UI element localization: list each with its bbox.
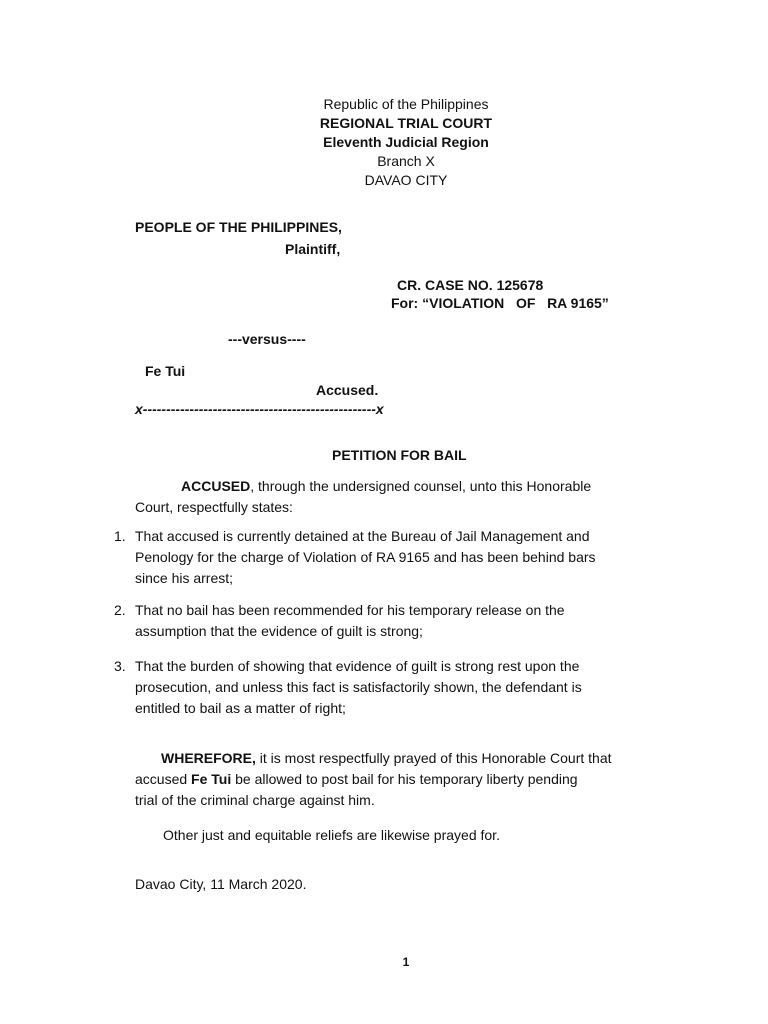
prayer-word: him. <box>348 792 375 808</box>
case-for: For: “VIOLATION OF RA 9165” <box>391 295 609 311</box>
date-year: 2020. <box>271 876 307 892</box>
caption-separator: x--------------------------------------------------x <box>135 401 384 417</box>
prayer-line-1-rest: it is most respectfully prayed of this Honorable Court that <box>255 750 612 766</box>
heading-region: Eleventh Judicial Region <box>323 134 489 150</box>
intro-paragraph <box>135 476 677 518</box>
prayer-word: the <box>177 792 197 808</box>
prayer-line-2 <box>135 769 677 790</box>
intro-lead: ACCUSED <box>181 478 251 494</box>
plaintiff-role: Plaintiff, <box>285 241 341 257</box>
prayer-line-2-rest: be allowed to post bail for his temporary liberty pending <box>231 771 578 787</box>
prayer-line-2-pre: accused <box>135 771 192 787</box>
heading-branch: Branch X <box>377 153 435 169</box>
item-2 <box>135 600 677 642</box>
intro-rest: , through the undersigned counsel, unto this Honorable <box>250 478 592 494</box>
item-1-line-2: Penology for the charge of Violation of RA 9165 and has been behind bars <box>135 549 596 565</box>
accused-role: Accused. <box>316 382 379 398</box>
prayer-word: criminal <box>200 792 249 808</box>
item-3 <box>135 656 677 719</box>
prayer-word: of <box>161 792 174 808</box>
item-1 <box>135 526 677 589</box>
item-3-line-3: entitled to bail as a matter of right; <box>135 700 346 716</box>
versus-label: ---versus---- <box>228 331 306 347</box>
prayer-word: against <box>299 792 345 808</box>
prayer-lead: WHEREFORE, <box>161 750 256 766</box>
item-1-line-1: That accused is currently detained at the Bureau of Jail Management and <box>135 528 590 544</box>
heading-city: DAVAO CITY <box>364 172 448 188</box>
date-line <box>135 875 306 894</box>
item-2-line-2: assumption that the evidence of guilt is strong; <box>135 623 423 639</box>
prayer-word: trial <box>135 792 158 808</box>
document-title: PETITION FOR BAIL <box>332 447 467 463</box>
prayer-line-3 <box>135 790 677 811</box>
prayer-word: charge <box>252 792 296 808</box>
intro-line-1 <box>135 476 677 497</box>
page-number: 1 <box>402 955 410 969</box>
heading-court: REGIONAL TRIAL COURT <box>319 115 493 131</box>
heading-republic: Republic of the Philippines <box>323 96 489 112</box>
prayer-accused-name: Fe Tui <box>191 771 232 787</box>
item-3-line-1: That the burden of showing that evidence of guilt is strong rest upon the <box>135 658 580 674</box>
accused-name: Fe Tui <box>145 363 186 379</box>
item-1-number: 1. <box>114 528 126 544</box>
prayer-paragraph <box>135 748 677 811</box>
date-place: Davao City, 11 March <box>135 876 272 892</box>
item-1-line-3: since his arrest; <box>135 570 234 586</box>
prayer-line-1 <box>135 748 677 769</box>
court-heading <box>0 95 768 190</box>
item-2-line-1: That no bail has been recommended for his temporary release on the <box>135 602 565 618</box>
case-number: CR. CASE NO. 125678 <box>397 277 544 293</box>
plaintiff-name: PEOPLE OF THE PHILIPPINES, <box>135 219 342 235</box>
intro-line-2: Court, respectfully states: <box>135 499 293 515</box>
item-3-line-2: prosecution, and unless this fact is satisfactorily shown, the defendant is <box>135 679 582 695</box>
item-3-number: 3. <box>114 658 126 674</box>
other-relief: Other just and equitable reliefs are likewise prayed for. <box>163 827 500 843</box>
item-2-number: 2. <box>114 602 126 618</box>
